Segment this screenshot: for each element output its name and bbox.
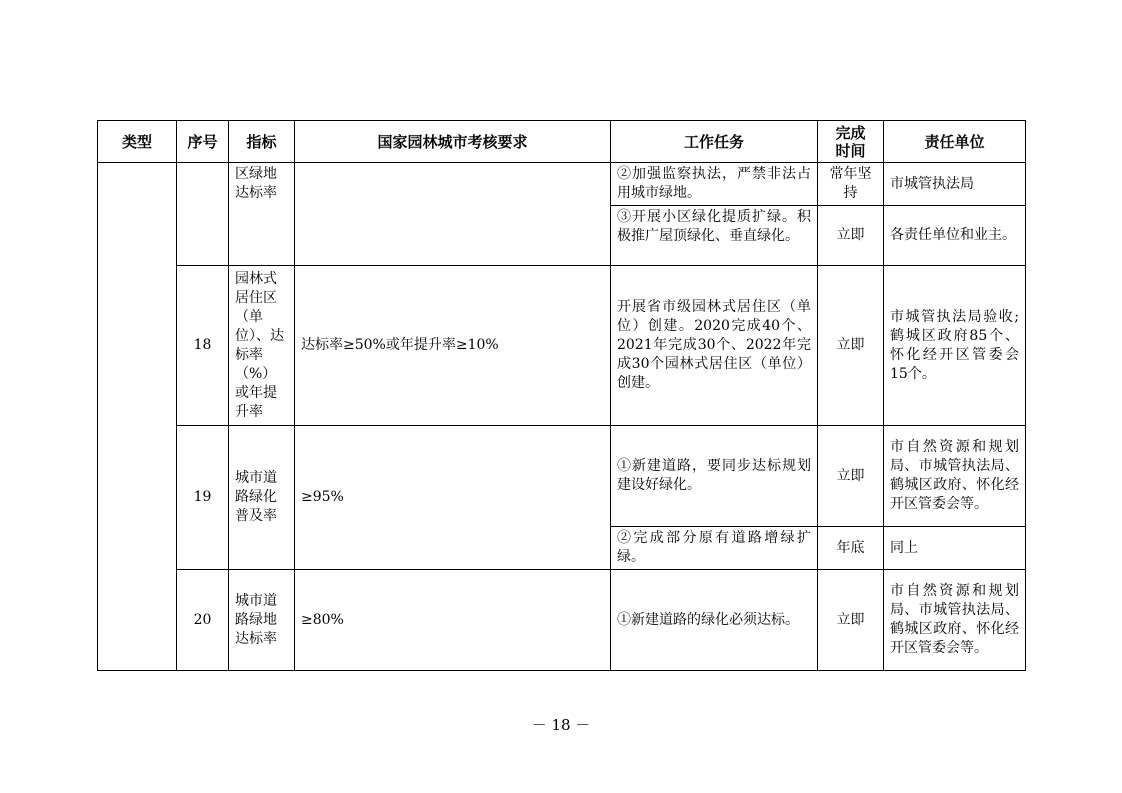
unit-cell: 市城管执法局 [884, 163, 1026, 206]
requirement-cell [295, 163, 611, 266]
header-seq: 序号 [177, 121, 229, 163]
unit-cell: 市自然资源和规划局、市城管执法局、鹤城区政府、怀化经开区管委会等。 [884, 426, 1026, 527]
task-cell: ①新建道路，要同步达标规划建设好绿化。 [611, 426, 818, 527]
table-row [98, 570, 1026, 671]
requirement-cell: ≥80% [295, 570, 611, 671]
task-cell: ②加强监察执法，严禁非法占用城市绿地。 [611, 163, 818, 206]
seq-cell: 20 [177, 570, 229, 671]
header-indicator: 指标 [229, 121, 295, 163]
time-cell: 立即 [818, 570, 884, 671]
indicator-cell: 城市道路绿地达标率 [229, 570, 295, 671]
task-cell: ②完成部分原有道路增绿扩绿。 [611, 527, 818, 570]
indicator-cell: 区绿地达标率 [229, 163, 295, 266]
indicator-cell: 园林式居住区（单位）、达标率（%）或年提升率 [229, 266, 295, 426]
header-row [98, 121, 1026, 163]
time-cell: 立即 [818, 426, 884, 527]
table-row [98, 163, 1026, 206]
requirement-cell: 达标率≥50%或年提升率≥10% [295, 266, 611, 426]
time-cell: 常年坚持 [818, 163, 884, 206]
time-cell: 立即 [818, 206, 884, 266]
unit-cell: 各责任单位和业主。 [884, 206, 1026, 266]
seq-cell [177, 163, 229, 266]
header-unit: 责任单位 [884, 121, 1026, 163]
type-cell [98, 163, 177, 671]
indicator-cell: 城市道路绿化普及率 [229, 426, 295, 570]
seq-cell: 19 [177, 426, 229, 570]
unit-cell: 同上 [884, 527, 1026, 570]
assessment-table [97, 120, 1026, 671]
header-task: 工作任务 [611, 121, 818, 163]
header-time: 完成时间 [818, 121, 884, 163]
time-cell: 立即 [818, 266, 884, 426]
header-requirement: 国家园林城市考核要求 [295, 121, 611, 163]
seq-cell: 18 [177, 266, 229, 426]
task-cell: ①新建道路的绿化必须达标。 [611, 570, 818, 671]
table-row [98, 426, 1026, 527]
task-cell: 开展省市级园林式居住区（单位）创建。2020完成40个、2021年完成30个、2022年完成30个园林式居住区（单位）创建。 [611, 266, 818, 426]
header-type: 类型 [98, 121, 177, 163]
time-cell: 年底 [818, 527, 884, 570]
table-row [98, 266, 1026, 426]
page-number: － 18 － [531, 716, 591, 734]
task-cell: ③开展小区绿化提质扩绿。积极推广屋顶绿化、垂直绿化。 [611, 206, 818, 266]
unit-cell: 市自然资源和规划局、市城管执法局、鹤城区政府、怀化经开区管委会等。 [884, 570, 1026, 671]
requirement-cell: ≥95% [295, 426, 611, 570]
unit-cell: 市城管执法局验收;鹤城区政府85个、怀化经开区管委会15个。 [884, 266, 1026, 426]
